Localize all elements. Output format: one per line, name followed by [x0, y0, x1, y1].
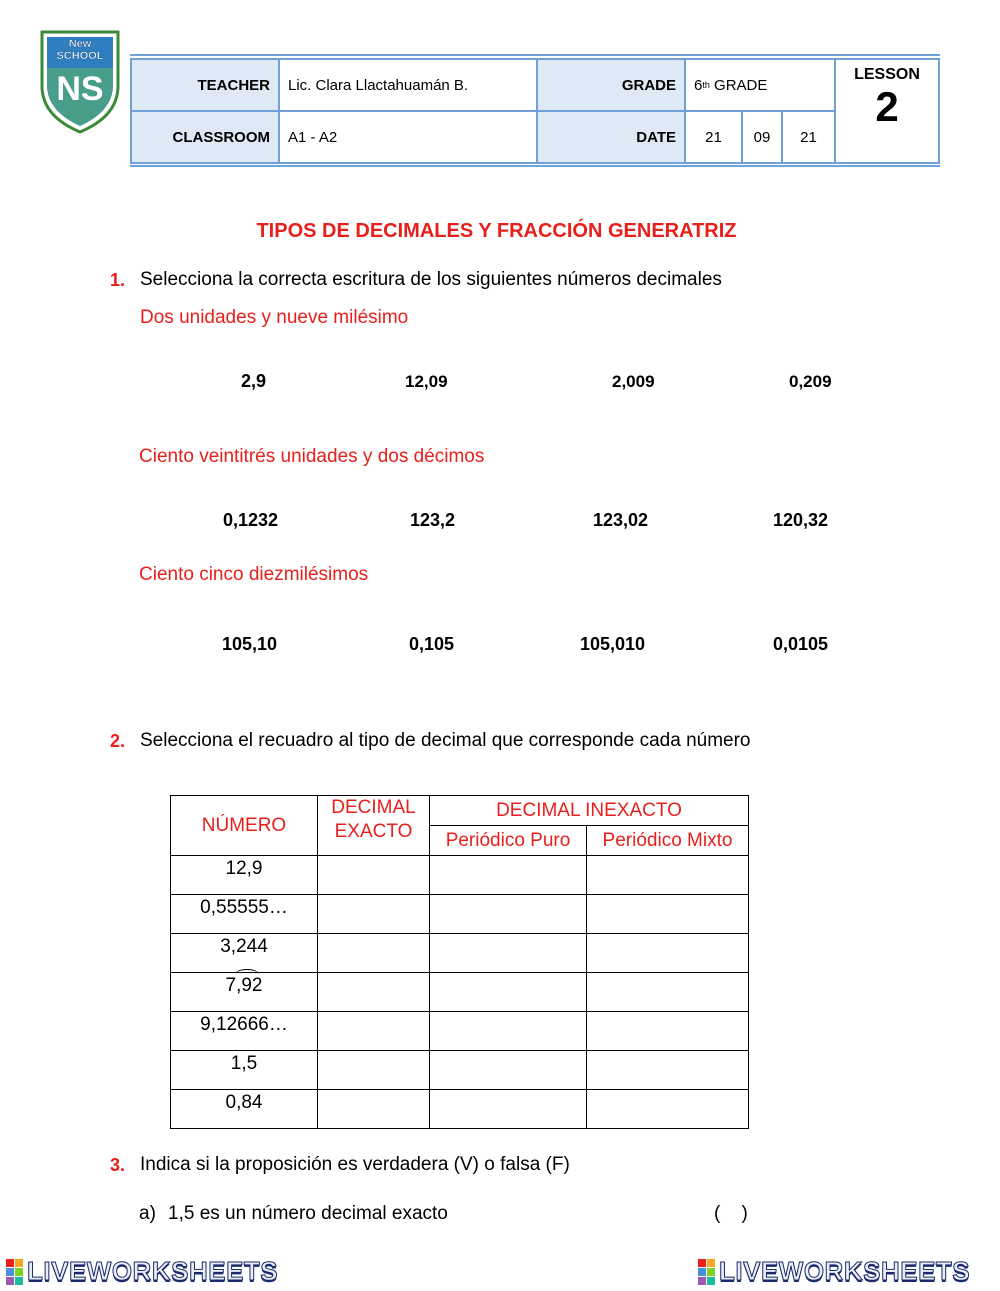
header-decimal-exacto	[318, 796, 430, 856]
footer-brand-left	[6, 1256, 278, 1287]
footer-brand-text: LIVEWORKSHEETS	[27, 1256, 279, 1286]
row-number: 12,9	[171, 856, 318, 895]
answer-cell[interactable]	[587, 1012, 749, 1051]
date-day: 21	[684, 110, 741, 162]
liveworksheets-blocks-icon	[698, 1259, 715, 1285]
answer-cell[interactable]	[587, 895, 749, 934]
repeating-arc-number: 7,92	[225, 975, 263, 996]
q1-prompt-2: Ciento veintitrés unidades y dos décimos	[139, 446, 485, 467]
q1-option[interactable]: 105,010	[580, 634, 646, 654]
grade-suffix: th	[702, 80, 710, 90]
grade-text: GRADE	[714, 76, 768, 94]
answer-cell[interactable]	[587, 1090, 749, 1129]
q3-number: 3.	[110, 1155, 126, 1175]
liveworksheets-blocks-icon	[6, 1259, 23, 1285]
answer-cell[interactable]	[318, 973, 430, 1012]
header-decimal-inexacto: DECIMAL INEXACTO	[430, 796, 749, 826]
answer-cell[interactable]	[587, 973, 749, 1012]
answer-cell[interactable]	[430, 1012, 587, 1051]
header-top-rule	[130, 54, 940, 56]
q1-option[interactable]: 123,2	[410, 510, 456, 530]
classroom-label: CLASSROOM	[132, 110, 278, 162]
answer-cell[interactable]	[430, 1051, 587, 1090]
teacher-value: Lic. Clara Llactahuamán B.	[278, 60, 536, 110]
q1-option[interactable]: 0,1232	[223, 510, 279, 530]
answer-cell[interactable]	[430, 856, 587, 895]
classroom-value: A1 - A2	[278, 110, 536, 162]
answer-cell[interactable]	[430, 934, 587, 973]
answer-cell[interactable]	[587, 1051, 749, 1090]
answer-cell[interactable]	[318, 856, 430, 895]
row-number: 9,12666…	[171, 1012, 318, 1051]
answer-cell[interactable]	[318, 1090, 430, 1129]
answer-cell[interactable]	[587, 934, 749, 973]
answer-cell[interactable]	[318, 895, 430, 934]
q2-number: 2.	[110, 731, 126, 751]
answer-cell[interactable]	[318, 1051, 430, 1090]
svg-text:SCHOOL: SCHOOL	[56, 50, 104, 62]
school-shield-icon	[38, 28, 122, 134]
svg-text:New: New	[68, 38, 92, 50]
footer-brand-text: LIVEWORKSHEETS	[719, 1256, 971, 1286]
row-number: 1,5	[171, 1051, 318, 1090]
header-exacto-line1: DECIMAL	[331, 797, 416, 818]
q1-prompt-3: Ciento cinco diezmilésimos	[139, 564, 369, 585]
answer-cell[interactable]	[587, 856, 749, 895]
header-table	[130, 58, 940, 164]
answer-cell[interactable]	[318, 1012, 430, 1051]
q1-prompt-1: Dos unidades y nueve milésimo	[140, 307, 409, 328]
footer-brand-right	[698, 1256, 970, 1287]
answer-cell[interactable]	[430, 973, 587, 1012]
q2-text: Selecciona el recuadro al tipo de decimal que corresponde cada número	[140, 730, 751, 751]
lesson-box	[834, 60, 938, 162]
q1-option[interactable]: 105,10	[222, 634, 278, 654]
row-number	[171, 973, 318, 1012]
answer-cell[interactable]	[318, 934, 430, 973]
lesson-label: LESSON	[854, 66, 920, 83]
q1-number: 1.	[110, 270, 126, 290]
q3-item-text: 1,5 es un número decimal exacto	[168, 1203, 448, 1224]
lesson-number: 2	[875, 83, 899, 130]
q3-item-label: a)	[139, 1203, 156, 1224]
q1-text: Selecciona la correcta escritura de los siguientes números decimales	[140, 269, 722, 290]
header-numero: NÚMERO	[171, 796, 318, 856]
q3-answer-blank[interactable]: ( )	[714, 1203, 748, 1224]
date-year: 21	[781, 110, 834, 162]
decimal-type-table	[170, 795, 749, 1129]
grade-label: GRADE	[536, 60, 684, 110]
header-periodico-puro: Periódico Puro	[430, 826, 587, 856]
q1-option[interactable]: 2,009	[612, 372, 655, 391]
teacher-label: TEACHER	[132, 60, 278, 110]
q1-option[interactable]: 12,09	[405, 372, 448, 391]
q3-text: Indica si la proposición es verdadera (V) o falsa (F)	[140, 1154, 570, 1175]
row-number: 0,84	[171, 1090, 318, 1129]
school-logo	[38, 28, 122, 134]
answer-cell[interactable]	[430, 1090, 587, 1129]
header-exacto-line2: EXACTO	[334, 821, 413, 842]
date-label: DATE	[536, 110, 684, 162]
date-month: 09	[741, 110, 781, 162]
q1-option[interactable]: 123,02	[593, 510, 649, 530]
grade-value	[684, 60, 834, 110]
q1-option[interactable]: 120,32	[773, 510, 829, 530]
answer-cell[interactable]	[430, 895, 587, 934]
worksheet-title: TIPOS DE DECIMALES Y FRACCIÓN GENERATRIZ	[256, 220, 737, 242]
q1-option[interactable]: 0,209	[789, 372, 832, 391]
svg-text:NS: NS	[56, 70, 104, 108]
q1-option[interactable]: 2,9	[241, 371, 267, 391]
grade-number: 6	[694, 76, 703, 94]
q1-option[interactable]: 0,105	[409, 634, 455, 654]
header-periodico-mixto: Periódico Mixto	[587, 826, 749, 856]
row-number: 3,244	[171, 934, 318, 973]
row-number: 0,55555…	[171, 895, 318, 934]
header-bottom-rule	[130, 165, 940, 167]
q1-option[interactable]: 0,0105	[773, 634, 829, 654]
